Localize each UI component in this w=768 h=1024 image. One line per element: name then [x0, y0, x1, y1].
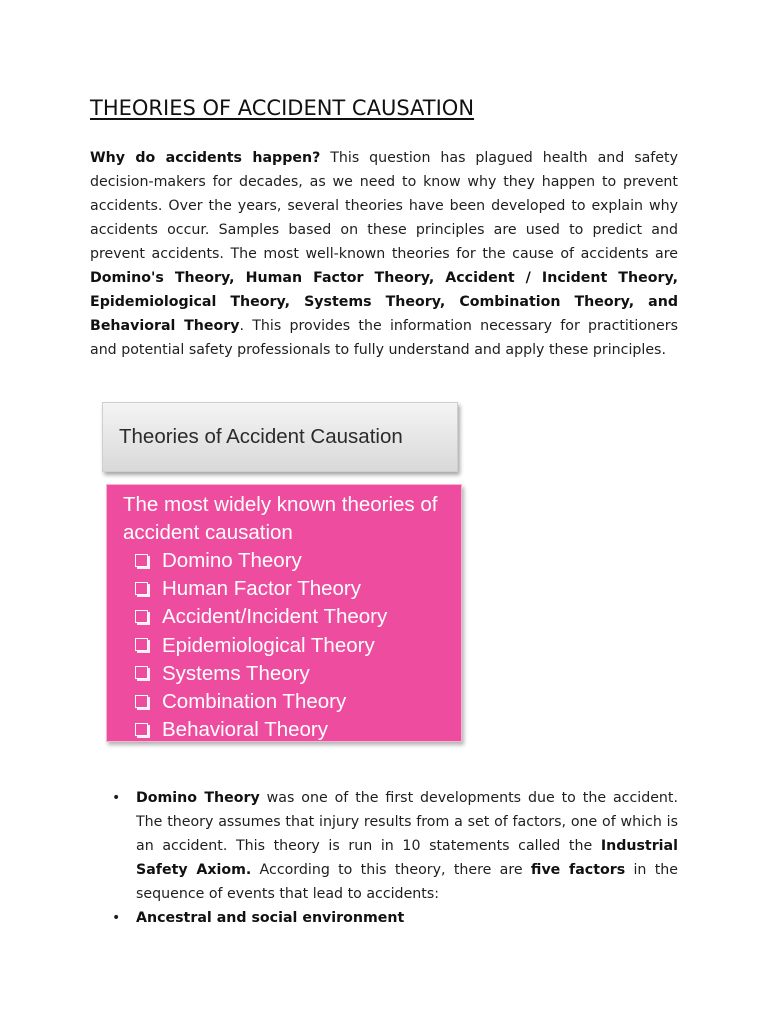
slide-item-label: Behavioral Theory	[162, 718, 328, 742]
checkbox-bullet-icon	[135, 554, 148, 567]
intro-theories-list: Domino's Theory, Human Factor Theory, Accident / Incident Theory, Epidemiological Theory, Systems Theory, Combination Theory, and Behavioral Theory	[90, 270, 678, 334]
slide-list-item	[135, 716, 387, 744]
term-domino-theory: Domino Theory	[136, 790, 260, 806]
theories-slide-figure	[96, 396, 466, 750]
slide-theory-list	[135, 547, 387, 744]
checkbox-bullet-icon	[135, 666, 148, 679]
slide-body	[106, 484, 462, 742]
page-title: THEORIES OF ACCIDENT CAUSATION	[90, 96, 475, 120]
slide-lead-text: The most widely known theories of accident causation	[123, 493, 438, 544]
checkbox-bullet-icon	[135, 610, 148, 623]
slide-list-item	[135, 660, 387, 688]
term-ancestral-social-environment: Ancestral and social environment	[136, 910, 405, 926]
bullet-dot-icon: •	[112, 910, 121, 926]
checkbox-bullet-icon	[135, 723, 148, 736]
slide-list-item	[135, 688, 387, 716]
bullet-dot-icon: •	[112, 790, 121, 806]
bullet-text: According to this theory, there are	[251, 862, 531, 878]
theory-bullet-list	[112, 786, 678, 930]
slide-item-label: Combination Theory	[162, 689, 347, 713]
slide-header	[102, 402, 458, 472]
intro-paragraph	[90, 146, 678, 362]
slide-item-label: Epidemiological Theory	[162, 633, 375, 657]
bullet-text: in the sequence of events that lead to accidents:	[136, 862, 678, 902]
slide-list-item	[135, 603, 387, 631]
slide-item-label: Accident/Incident Theory	[162, 605, 388, 629]
slide-list-item	[135, 632, 387, 660]
intro-question: Why do accidents happen?	[90, 150, 321, 166]
list-item-ancestral-environment	[112, 906, 678, 930]
checkbox-bullet-icon	[135, 638, 148, 651]
slide-item-label: Human Factor Theory	[162, 577, 362, 601]
term-industrial-safety-axiom: Industrial Safety Axiom.	[136, 838, 678, 878]
term-five-factors: five factors	[530, 862, 626, 878]
list-item-domino-theory	[112, 786, 678, 906]
intro-text: This question has plagued health and safety decision-makers for decades, as we need to know why they happen to prevent accidents. Over the years, several theories have been developed to explain why accidents occur. Samples based on these principles are used to predict and prevent accidents. The most well-known theories for the cause of accidents are	[90, 150, 678, 262]
bullet-text: was one of the first developments due to the accident. The theory assumes that injury results from a set of factors, one of which is an accident. This theory is run in 10 statements called the	[136, 790, 678, 854]
checkbox-bullet-icon	[135, 582, 148, 595]
slide-list-item	[135, 547, 387, 575]
slide-header-title: Theories of Accident Causation	[119, 425, 403, 448]
checkbox-bullet-icon	[135, 695, 148, 708]
slide-item-label: Systems Theory	[162, 661, 310, 685]
intro-closing: . This provides the information necessary for practitioners and potential safety professionals to fully understand and apply these principles.	[90, 318, 679, 358]
slide-list-item	[135, 575, 387, 603]
slide-item-label: Domino Theory	[162, 549, 302, 572]
